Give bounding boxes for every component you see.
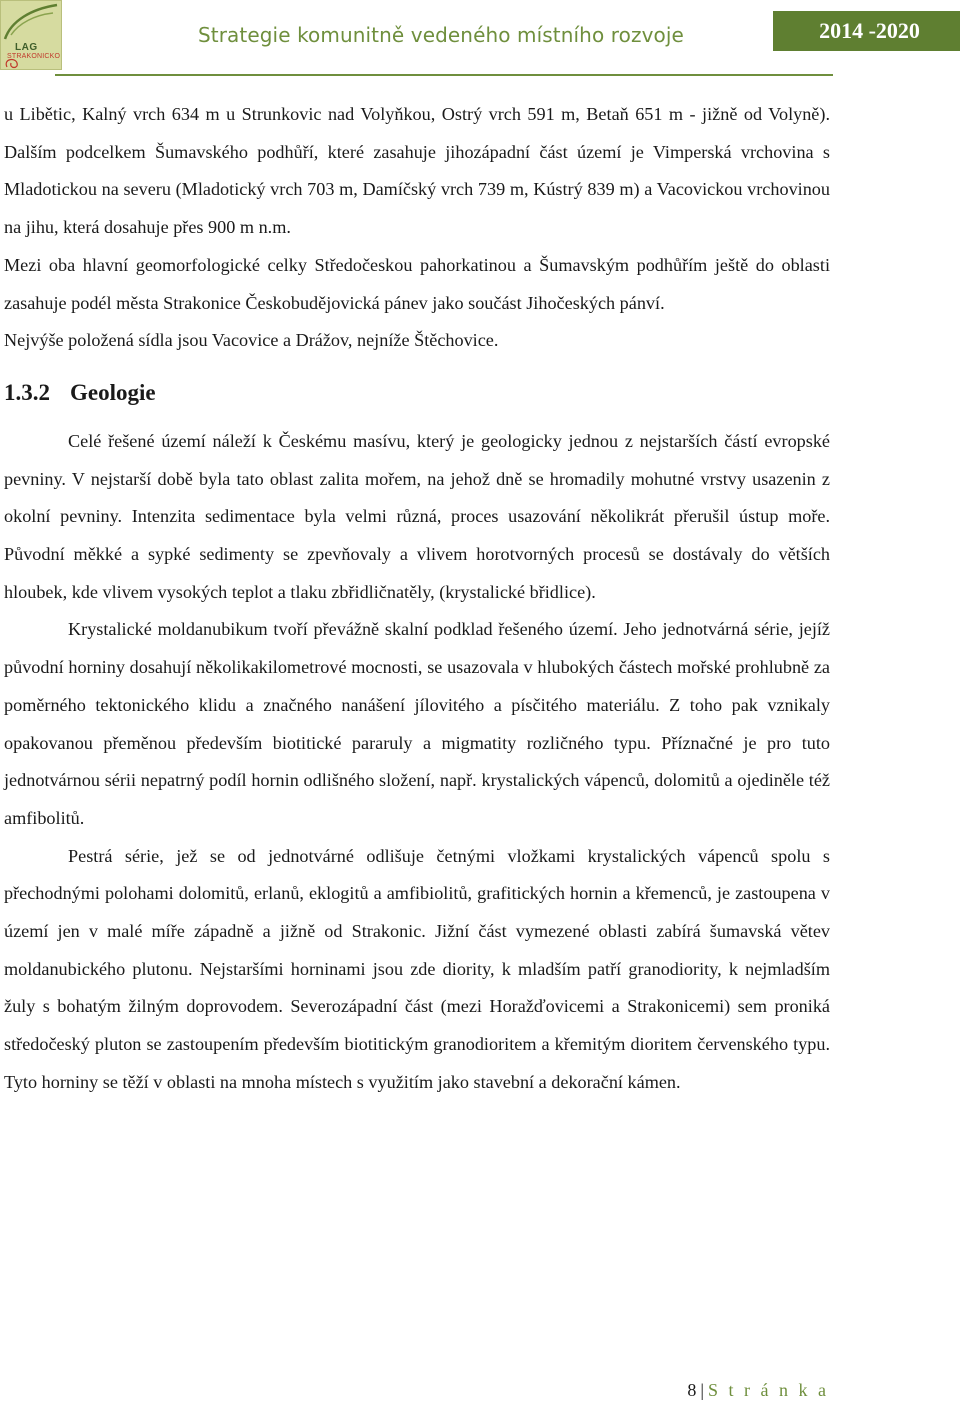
paragraph: Pestrá série, jež se od jednotvárné odlišuje četnými vložkami krystalických vápenců spolu s přechodnými polohami dolomitů, erlanů, eklogitů a amfibiolitů, grafitických hornin a křemenců, je zastoupena v území jen v malé míře západně a jižně od Strakonic. Jižní část vymezené oblasti zabírá šumavská větev moldanubického plutonu. Nejstaršími horninami jsou zde diority, k mladším patří granodiority, k nejmladším žuly s bohatým žilným doprovodem. Severozápadní část (mezi Horažďovicemi a Strakonicemi) sem proniká středočeský pluton se zastoupením především biotitickým granodioritem a křemitým dioritem červenského typu. Tyto horniny se těží v oblasti na mnoha místech s využitím jako stavební a dekorační kámen. [4, 845, 830, 1092]
paragraph: Celé řešené území náleží k Českému masívu, který je geologicky jednou z nejstarších částí evropské pevniny. V nejstarší době byla tato oblast zalita mořem, na jehož dně se hromadily mohutné vrstvy usazenin z okolní pevniny. Intenzita sedimentace byla velmi různá, proces usazování několikrát přerušil ústup moře. Původní měkké a sypké sedimenty se zpevňovaly a vlivem horotvorných procesů se dostávaly do větších hloubek, kde vlivem vysokých teplot a tlaku zbřidličnatěly, (krystalické břidlice). [4, 430, 830, 602]
paragraph: Mezi oba hlavní geomorfologické celky Středočeskou pahorkatinou a Šumavským podhůřím ještě do oblasti zasahuje podél města Strakonice Českobudějovická pánev jako součást Jihočeských pánví. [4, 254, 830, 313]
page-number: 8 [687, 1380, 697, 1400]
year-badge: 2014 -2020 [773, 11, 960, 51]
lag-logo [0, 0, 62, 70]
paragraph: u Libětic, Kalný vrch 634 m u Strunkovic nad Volyňkou, Ostrý vrch 591 m, Betaň 651 m - jižně od Volyně). Dalším podcelkem Šumavského podhůří, které zasahuje jihozápadní část území je Vimperská vrchovina s Mladotickou na severu (Mladotický vrch 703 m, Damíčský vrch 739 m, Kústrý 839 m) a Vacovickou vrchovinou na jihu, která dosahuje přes 900 m n.m. [4, 104, 830, 238]
document-title: Strategie komunitně vedeného místního rozvoje [198, 23, 684, 47]
page-footer [687, 1380, 829, 1401]
page-label: S t r á n k a [708, 1380, 829, 1400]
page-header [0, 0, 960, 80]
page-content [4, 96, 830, 1102]
section-number: 1.3.2 [4, 379, 50, 405]
logo-swirl-icon [1, 1, 63, 71]
footer-separator: | [700, 1380, 705, 1400]
section-heading [4, 378, 830, 408]
logo-subtext: STRAKONICKO [7, 53, 61, 60]
section-title: Geologie [70, 379, 156, 405]
logo-text: LAG [15, 42, 38, 53]
paragraph: Nejvýše položená sídla jsou Vacovice a Drážov, nejníže Štěchovice. [4, 330, 499, 351]
header-divider [55, 74, 833, 76]
paragraph: Krystalické moldanubikum tvoří převážně skalní podklad řešeného území. Jeho jednotvárná série, jejíž původní horniny dosahují několikakilometrové mocnosti, se usazovala v hlubokých částech mořské prohlubně za poměrného tektonického klidu a značného nanášení jílovitého a písčitého materiálu. Z toho pak vznikaly opakovanou přeměnou především biotitické pararuly a migmatity rozličného typu. Příznačné je pro tuto jednotvárnou sérii nepatrný podíl hornin odlišného složení, např. krystalických vápenců, dolomitů a ojediněle též amfibolitů. [4, 619, 830, 828]
